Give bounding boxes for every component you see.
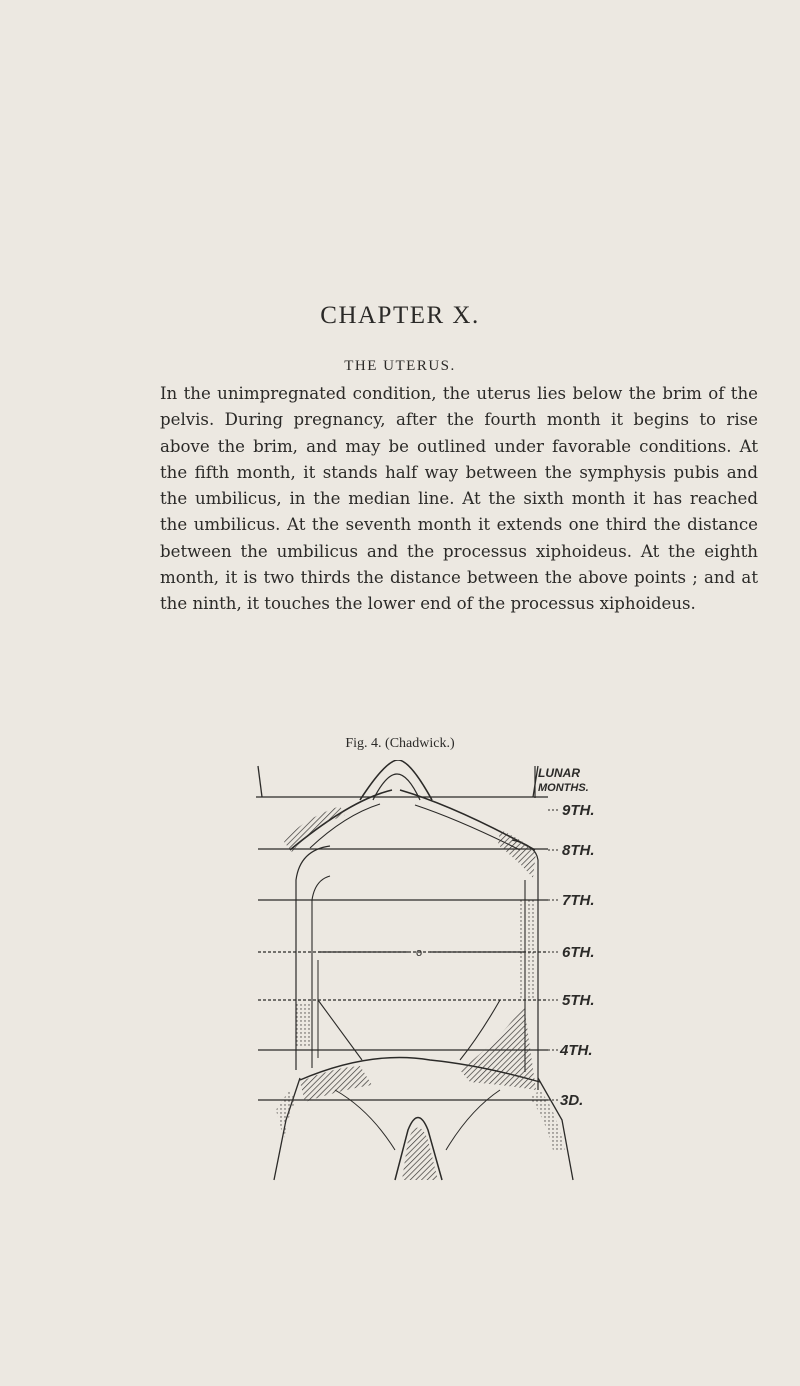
xiphoid-process <box>360 760 432 800</box>
month-label-5: 5TH. <box>562 992 595 1009</box>
month-label-4: 4TH. <box>560 1042 593 1059</box>
lunar-months-header: LUNAR <box>538 766 580 780</box>
lower-left-outline <box>274 1078 300 1180</box>
left-rib-arch <box>290 790 392 850</box>
uterus-height-figure <box>245 760 675 1190</box>
figure-caption: Fig. 4. (Chadwick.) <box>345 736 455 751</box>
month-label-6: 6TH. <box>562 944 595 961</box>
umbilicus-marker: o <box>415 947 423 959</box>
upper-left-outline <box>258 766 262 797</box>
month-label-3: 3D. <box>560 1092 584 1109</box>
month-label-7: 7TH. <box>562 892 595 909</box>
section-title: THE UTERUS. <box>344 358 456 374</box>
month-label-8: 8TH. <box>562 842 595 859</box>
lunar-months-header-2: MONTHS. <box>538 782 589 794</box>
body-paragraph: In the unimpregnated condition, the uterus lies below the brim of the pelvis. During pregnancy, after the fourth month it begins to rise above the brim, and may be outlined under favorable conditions. At the fifth month, it stands half way between the symphysis pubis and the umbilicus, in the median line. At the sixth month it has reached the umbilicus. At the seventh month it extends one third the distance between the umbilicus and the processus xiphoideus. At the eighth month, it is two thirds the distance between the above points ; and at the ninth, it touches the lower end of the processus xiphoideus. <box>160 384 758 614</box>
month-label-9: 9TH. <box>562 802 595 819</box>
chapter-title: CHAPTER X. <box>320 302 480 329</box>
